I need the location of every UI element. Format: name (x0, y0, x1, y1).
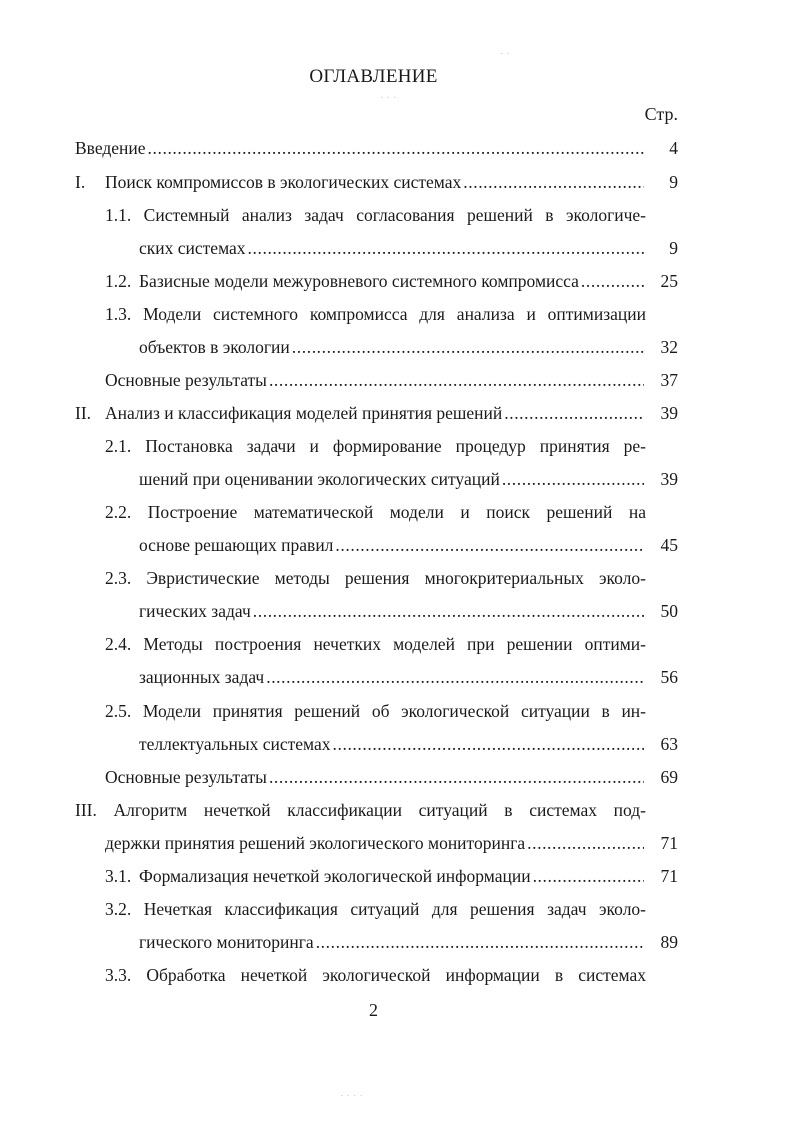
toc-entry-1-1[interactable] (139, 236, 678, 260)
toc-entry-chapter-2[interactable] (75, 401, 678, 425)
toc-dot-leader (269, 765, 644, 789)
toc-entry-2-1-line1[interactable] (105, 434, 646, 458)
toc-entry-title: Основные результаты (105, 767, 267, 787)
toc-entry-page: 45 (660, 535, 678, 555)
toc-entry-title: Алгоритм нечеткой классификации ситуаций в системах под- (113, 800, 647, 820)
toc-entry-page: 4 (669, 138, 678, 158)
toc-entry-number: 2.4. (105, 634, 132, 654)
page-column-label: Стр. (644, 104, 678, 124)
toc-entry-number: I. (75, 172, 86, 192)
toc-entry-title: Системный анализ задач согласования решений в экологиче- (143, 205, 647, 225)
toc-entry-2-2[interactable] (139, 533, 678, 557)
toc-entry-title: Модели принятия решений об экологической ситуации в ин- (142, 701, 647, 721)
toc-entry-title: ских системах (139, 238, 246, 258)
toc-dot-leader (292, 335, 644, 359)
toc-entry-title: Обработка нечеткой экологической информации в системах (146, 965, 646, 985)
toc-entry-1-3-line1[interactable] (105, 302, 646, 326)
toc-entry-number: III. (75, 800, 97, 820)
toc-dot-leader (581, 269, 644, 293)
toc-entry-2-1[interactable] (139, 467, 678, 491)
toc-dot-leader (333, 732, 644, 756)
scan-speck: · · · (380, 92, 397, 104)
toc-entry-title: Анализ и классификация моделей принятия решений (105, 403, 503, 423)
toc-entry-title: объектов в экологии (139, 337, 290, 357)
toc-entry-page: 39 (660, 469, 678, 489)
toc-entry-3-2[interactable] (139, 930, 678, 954)
toc-entry-page: 56 (660, 667, 678, 687)
toc-entry-2-4-line1[interactable] (105, 632, 646, 656)
toc-entry-2-3[interactable] (139, 599, 678, 623)
toc-entry-title: Постановка задачи и формирование процедур принятия ре- (145, 436, 646, 456)
toc-entry-number: 2.3. (105, 568, 132, 588)
toc-entry-2-5-line1[interactable] (105, 699, 646, 723)
toc-entry-chapter-3-line1[interactable] (75, 798, 646, 822)
toc-entry-title: Построение математической модели и поиск решений на (147, 502, 647, 522)
toc-entry-title: основе решающих правил (139, 535, 334, 555)
toc-entry-page: 71 (660, 866, 678, 886)
toc-entry-number: 2.5. (105, 701, 132, 721)
toc-entry-title: Методы построения нечетких моделей при решении оптими- (143, 634, 646, 654)
toc-dot-leader (253, 599, 644, 623)
toc-entry-1-1-line1[interactable] (105, 203, 646, 227)
toc-entry-introduction[interactable] (75, 136, 678, 160)
toc-dot-leader (533, 864, 644, 888)
toc-entry-number: II. (75, 403, 92, 423)
toc-entry-page: 69 (660, 767, 678, 787)
toc-entry-number: 1.2. (105, 271, 132, 291)
toc-entry-title: шений при оценивании экологических ситуаций (139, 469, 500, 489)
toc-entry-title: Нечеткая классификация ситуаций для решения задач эколо- (143, 899, 647, 919)
toc-entry-page: 37 (660, 370, 678, 390)
toc-entry-page: 71 (660, 833, 678, 853)
toc-entry-number: 3.2. (105, 899, 132, 919)
toc-entry-page: 32 (660, 337, 678, 357)
scan-speck: · · · · (340, 1090, 363, 1102)
toc-entry-title: гического мониторинга (139, 932, 314, 952)
toc-entry-page: 89 (660, 932, 678, 952)
toc-entry-title: Модели системного компромисса для анализа и оптимизации (143, 304, 646, 324)
toc-entry-page: 63 (660, 734, 678, 754)
toc-entry-1-2[interactable] (105, 269, 678, 293)
toc-entry-page: 50 (660, 601, 678, 621)
toc-entry-2-5[interactable] (139, 732, 678, 756)
toc-dot-leader (463, 170, 644, 194)
toc-dot-leader (316, 930, 644, 954)
toc-dot-leader (335, 533, 644, 557)
scan-speck: · · (500, 48, 511, 60)
toc-entry-page: 9 (669, 172, 678, 192)
toc-entry-title: Эвристические методы решения многокритериальных эколо- (146, 568, 646, 588)
toc-entry-chapter-1[interactable] (75, 170, 678, 194)
toc-entry-page: 25 (660, 271, 678, 291)
toc-entry-3-3-line1[interactable] (105, 963, 646, 987)
toc-entry-title: Формализация нечеткой экологической информации (139, 866, 531, 886)
toc-entry-number: 2.1. (105, 436, 132, 456)
toc-dot-leader (148, 136, 644, 160)
toc-entry-title: Поиск компромиссов в экологических системах (105, 172, 462, 192)
toc-entry-page: 39 (660, 403, 678, 423)
toc-entry-number: 1.1. (105, 205, 132, 225)
toc-dot-leader (266, 665, 644, 689)
toc-entry-1-3[interactable] (139, 335, 678, 359)
toc-dot-leader (248, 236, 644, 260)
toc-entry-title: гических задач (139, 601, 251, 621)
toc-entry-title: держки принятия решений экологического мониторинга (105, 833, 526, 853)
toc-entry-number: 3.3. (105, 965, 132, 985)
toc-entry-3-2-line1[interactable] (105, 897, 646, 921)
toc-entry-results-2[interactable] (105, 765, 678, 789)
toc-entry-results-1[interactable] (105, 368, 678, 392)
toc-entry-chapter-3[interactable] (105, 831, 678, 855)
toc-entry-title: Базисные модели межуровневого системного компромисса (139, 271, 579, 291)
toc-dot-leader (527, 831, 644, 855)
toc-entry-number: 1.3. (105, 304, 132, 324)
toc-entry-3-1[interactable] (105, 864, 678, 888)
toc-entry-2-3-line1[interactable] (105, 566, 646, 590)
toc-dot-leader (504, 401, 644, 425)
toc-dot-leader (502, 467, 644, 491)
page-title: ОГЛАВЛЕНИЕ (309, 66, 438, 87)
toc-entry-title: Введение (75, 138, 146, 158)
toc-entry-title: Основные результаты (105, 370, 267, 390)
page-number: 2 (369, 1000, 378, 1020)
toc-entry-number: 2.2. (105, 502, 132, 522)
toc-entry-number: 3.1. (105, 866, 132, 886)
toc-entry-2-4[interactable] (139, 665, 678, 689)
toc-entry-title: зационных задач (139, 667, 265, 687)
toc-entry-page: 9 (669, 238, 678, 258)
toc-dot-leader (269, 368, 644, 392)
toc-entry-title: теллектуальных системах (139, 734, 331, 754)
toc-entry-2-2-line1[interactable] (105, 500, 646, 524)
